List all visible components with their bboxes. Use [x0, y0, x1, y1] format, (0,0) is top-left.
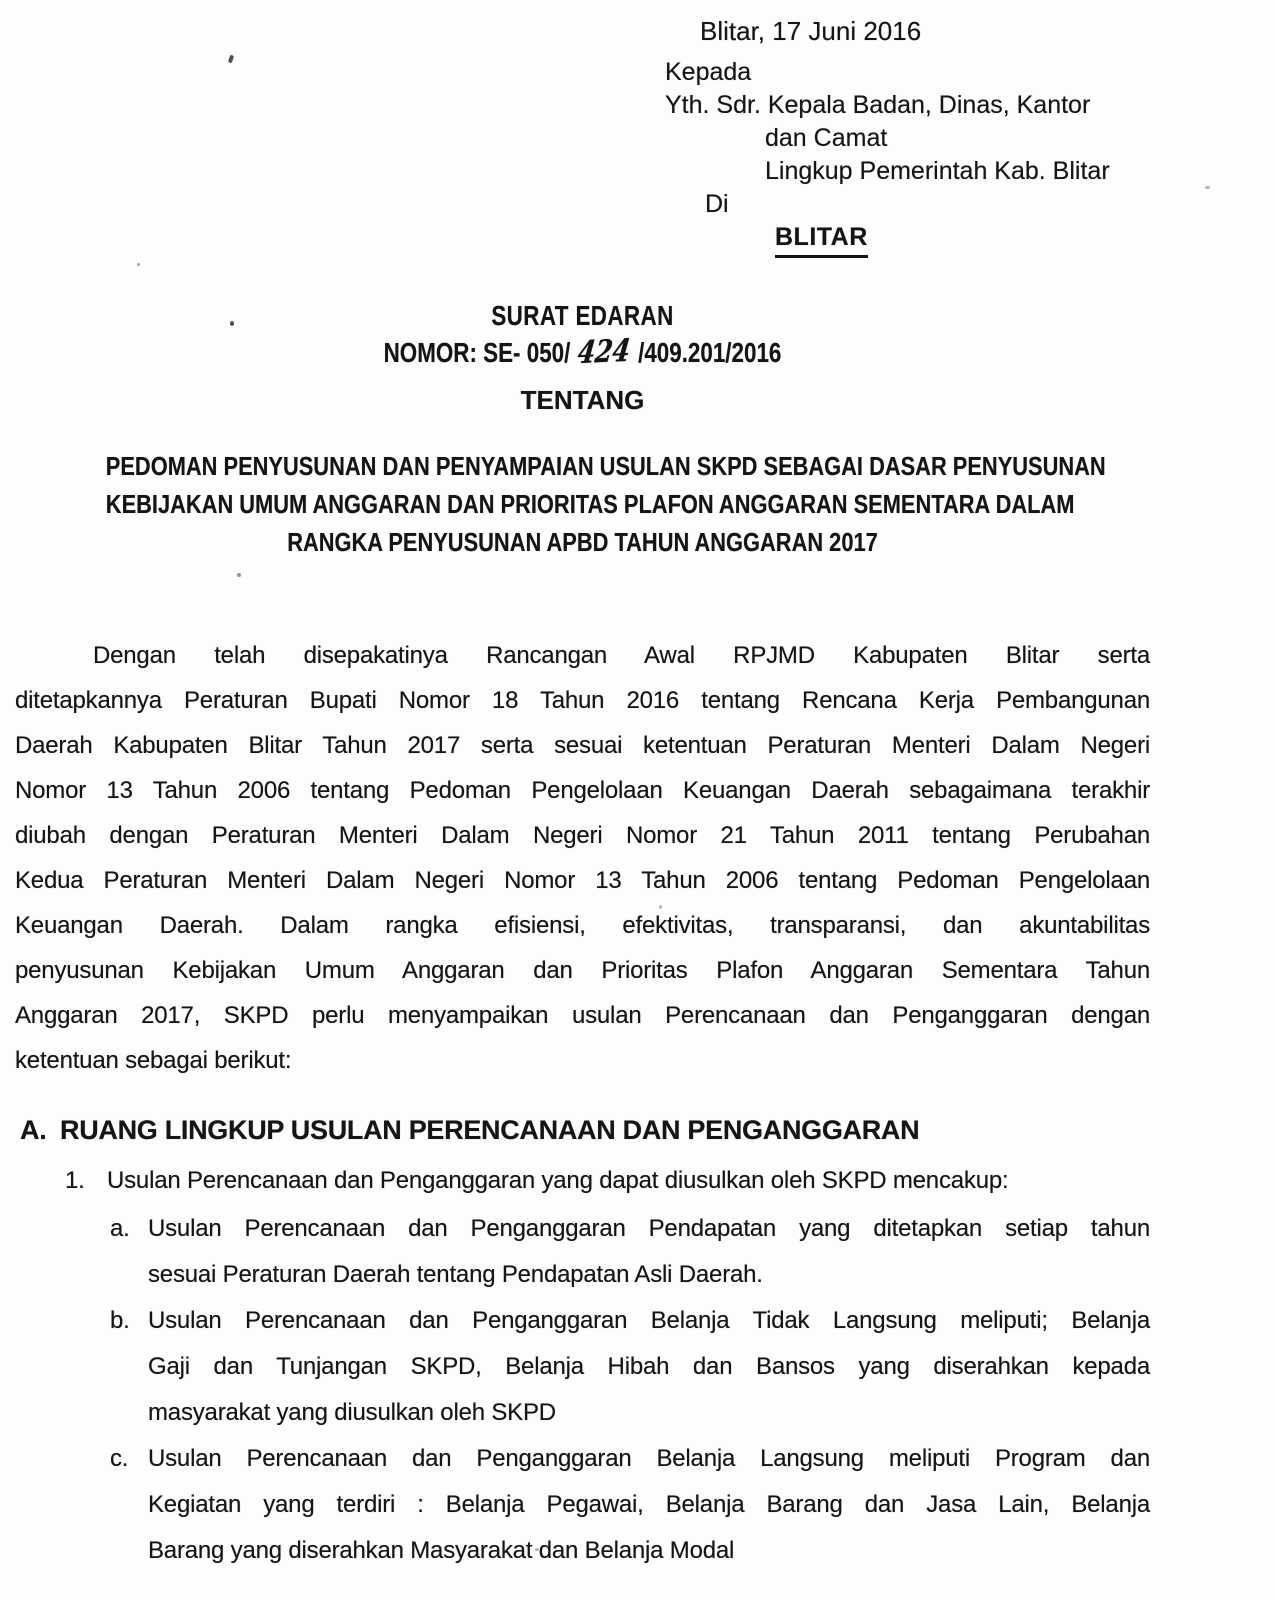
list-item-1-text: Usulan Perencanaan dan Penganggaran yang dapat diusulkan oleh SKPD mencakup:: [107, 1167, 1009, 1194]
subitem-line: sesuai Peraturan Daerah tentang Pendapatan Asli Daerah.: [148, 1261, 763, 1288]
letter-number-handwritten: 424: [576, 332, 633, 372]
recipient-line-3: Lingkup Pemerintah Kab. Blitar: [765, 157, 1110, 185]
list-subitem-b-label: b.: [110, 1307, 130, 1334]
recipient-city: BLITAR: [775, 221, 868, 258]
list-item-1-label: 1.: [65, 1167, 85, 1194]
subject-line-1: PEDOMAN PENYUSUNAN DAN PENYAMPAIAN USULAN SKPD SEBAGAI DASAR PENYUSUNAN: [105, 451, 1106, 481]
body-line: Dengan telah disepakatinya Rancangan Awal RPJMD Kabupaten Blitar serta: [93, 642, 1150, 669]
scan-artifact: [1205, 186, 1210, 189]
list-subitem-b: [110, 1298, 1150, 1436]
scan-artifact: [237, 573, 241, 577]
list-subitem-a-content: [148, 1206, 1150, 1298]
subitem-line: Gaji dan Tunjangan SKPD, Belanja Hibah dan Bansos yang diserahkan kepada: [148, 1353, 1150, 1380]
section-a-title: RUANG LINGKUP USULAN PERENCANAAN DAN PENGANGGARAN: [60, 1115, 920, 1145]
list-subitem-c-content: [148, 1436, 1150, 1574]
body-line: diubah dengan Peraturan Menteri Dalam Negeri Nomor 21 Tahun 2011 tentang Perubahan: [15, 822, 1150, 849]
scan-artifact: [137, 263, 140, 266]
recipient-block: [665, 56, 1150, 258]
subitem-line: Barang yang diserahkan Masyarakat dan Belanja Modal: [148, 1537, 735, 1564]
body-line: Kedua Peraturan Menteri Dalam Negeri Nomor 13 Tahun 2006 tentang Pedoman Pengelolaan: [15, 867, 1150, 894]
scan-artifact: [659, 905, 662, 909]
subitem-line: Usulan Perencanaan dan Penganggaran Belanja Tidak Langsung meliputi; Belanja: [148, 1307, 1150, 1334]
section-a-heading: [15, 1110, 1150, 1150]
body-line: Anggaran 2017, SKPD perlu menyampaikan usulan Perencanaan dan Penganggaran dengan: [15, 1002, 1150, 1029]
subitem-line: masyarakat yang diusulkan oleh SKPD: [148, 1399, 556, 1426]
tentang-label: TENTANG: [520, 385, 645, 415]
letter-number-suffix: /409.201/2016: [638, 337, 782, 368]
subject-title: [15, 447, 1150, 561]
scan-artifact: [230, 321, 234, 326]
date-line: Blitar, 17 Juni 2016: [700, 16, 922, 46]
section-a-label: A.: [20, 1115, 47, 1145]
letter-title: SURAT EDARAN: [491, 300, 674, 331]
recipient-di: Di: [705, 190, 729, 218]
recipient-kepada: Kepada: [665, 58, 752, 86]
body-line: Keuangan Daerah. Dalam rangka efisiensi, efektivitas, transparansi, dan akuntabilitas: [15, 912, 1150, 939]
body-line: Nomor 13 Tahun 2006 tentang Pedoman Pengelolaan Keuangan Daerah sebagaimana terakhir: [15, 777, 1150, 804]
subject-line-2: KEBIJAKAN UMUM ANGGARAN DAN PRIORITAS PLAFON ANGGARAN SEMENTARA DALAM: [105, 489, 1075, 519]
scan-artifact: [535, 1548, 539, 1551]
list-subitem-c: [110, 1436, 1150, 1574]
list-subitem-c-label: c.: [110, 1445, 129, 1472]
subitem-line: Usulan Perencanaan dan Penganggaran Belanja Langsung meliputi Program dan: [148, 1445, 1150, 1472]
subitem-line: Kegiatan yang terdiri : Belanja Pegawai, Belanja Barang dan Jasa Lain, Belanja: [148, 1491, 1150, 1518]
body-line: ketentuan sebagai berikut:: [15, 1047, 292, 1074]
list-subitem-a-label: a.: [110, 1215, 130, 1242]
letter-number-prefix: NOMOR: SE- 050/: [383, 337, 571, 368]
subitem-line: Usulan Perencanaan dan Penganggaran Pendapatan yang ditetapkan setiap tahun: [148, 1215, 1150, 1242]
subject-line-3: RANGKA PENYUSUNAN APBD TAHUN ANGGARAN 2017: [287, 527, 878, 557]
body-line: Daerah Kabupaten Blitar Tahun 2017 serta sesuai ketentuan Peraturan Menteri Dalam Negeri: [15, 732, 1150, 759]
body-line: ditetapkannya Peraturan Bupati Nomor 18 Tahun 2016 tentang Rencana Kerja Pembangunan: [15, 687, 1150, 714]
list-subitem-a: [110, 1206, 1150, 1298]
list-subitem-b-content: [148, 1298, 1150, 1436]
scan-artifact: [228, 55, 234, 64]
recipient-city-wrap: [665, 221, 1150, 258]
letter-number-line: [129, 334, 1037, 371]
body-paragraph: [15, 633, 1150, 1083]
list-item-1: [65, 1158, 1150, 1203]
recipient-line-2: dan Camat: [765, 124, 888, 152]
recipient-line-1: Yth. Sdr. Kepala Badan, Dinas, Kantor: [665, 91, 1091, 119]
body-line: penyusunan Kebijakan Umum Anggaran dan Prioritas Plafon Anggaran Sementara Tahun: [15, 957, 1150, 984]
